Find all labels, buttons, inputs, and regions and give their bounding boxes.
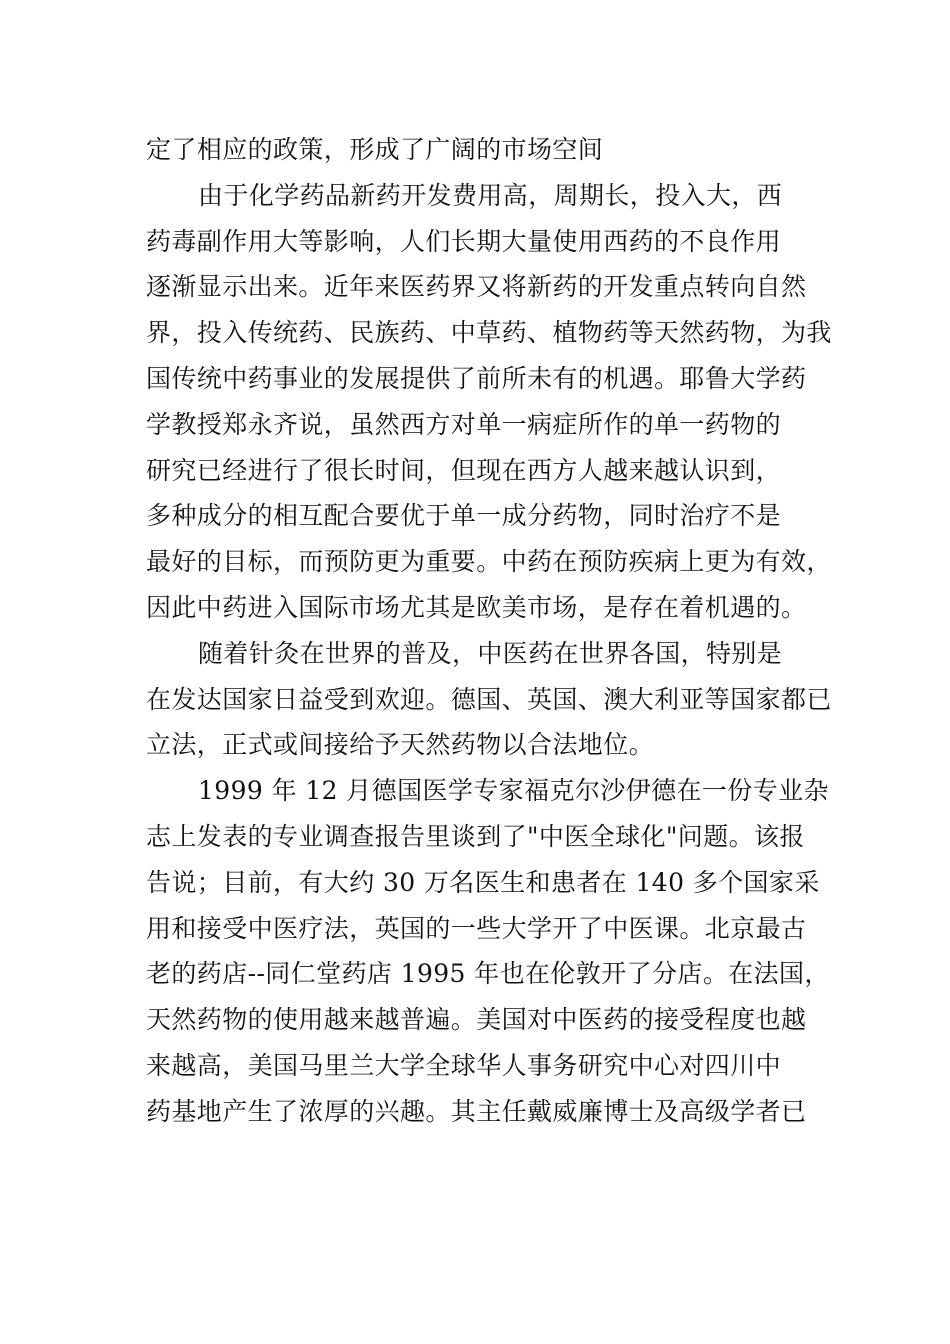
text-line: 学教授郑永齐说，虽然西方对单一病症所作的单一药物的 <box>146 409 782 439</box>
text-line: 定了相应的政策，形成了广阔的市场空间 <box>146 135 604 164</box>
text-line: 多种成分的相互配合要优于单一成分药物，同时治疗不是 <box>146 501 782 531</box>
text-line: 用和接受中医疗法，英国的一些大学开了中医课。北京最古 <box>146 913 807 943</box>
text-line: 国传统中药事业的发展提供了前所未有的机遇。耶鲁大学药 <box>146 363 807 393</box>
text-line: 来越高，美国马里兰大学全球华人事务研究中心对四川中 <box>146 1050 782 1080</box>
text-line: 志上发表的专业调查报告里谈到了"中医全球化"问题。该报 <box>146 821 805 851</box>
text-line: 研究已经进行了很长时间，但现在西方人越来越认识到， <box>146 455 782 485</box>
text-line: 因此中药进入国际市场尤其是欧美市场，是存在着机遇的。 <box>146 592 807 622</box>
text-line: 在发达国家日益受到欢迎。德国、英国、澳大利亚等国家都已 <box>146 684 832 714</box>
text-line: 立法，正式或间接给予天然药物以合法地位。 <box>146 730 655 760</box>
text-line: 逐渐显示出来。近年来医药界又将新药的开发重点转向自然 <box>146 272 807 302</box>
text-line: 由于化学药品新药开发费用高，周期长，投入大，西 <box>198 180 783 210</box>
text-line: 随着针灸在世界的普及，中医药在世界各国，特别是 <box>198 638 783 668</box>
text-line: 最好的目标，而预防更为重要。中药在预防疾病上更为有效， <box>146 547 832 577</box>
body-text <box>146 127 832 1135</box>
text-line: 天然药物的使用越来越普遍。美国对中医药的接受程度也越 <box>146 1005 807 1035</box>
text-line: 界，投入传统药、民族药、中草药、植物药等天然药物，为我 <box>146 318 832 348</box>
text-line: 1999 年 12 月德国医学专家福克尔沙伊德在一份专业杂 <box>198 776 829 806</box>
text-line: 老的药店--同仁堂药店 1995 年也在伦敦开了分店。在法国， <box>146 959 830 989</box>
text-line: 告说；目前，有大约 30 万名医生和患者在 140 多个国家采 <box>146 867 820 897</box>
text-line: 药毒副作用大等影响，人们长期大量使用西药的不良作用 <box>146 226 782 256</box>
text-line: 药基地产生了浓厚的兴趣。其主任戴威廉博士及高级学者已 <box>146 1096 807 1126</box>
